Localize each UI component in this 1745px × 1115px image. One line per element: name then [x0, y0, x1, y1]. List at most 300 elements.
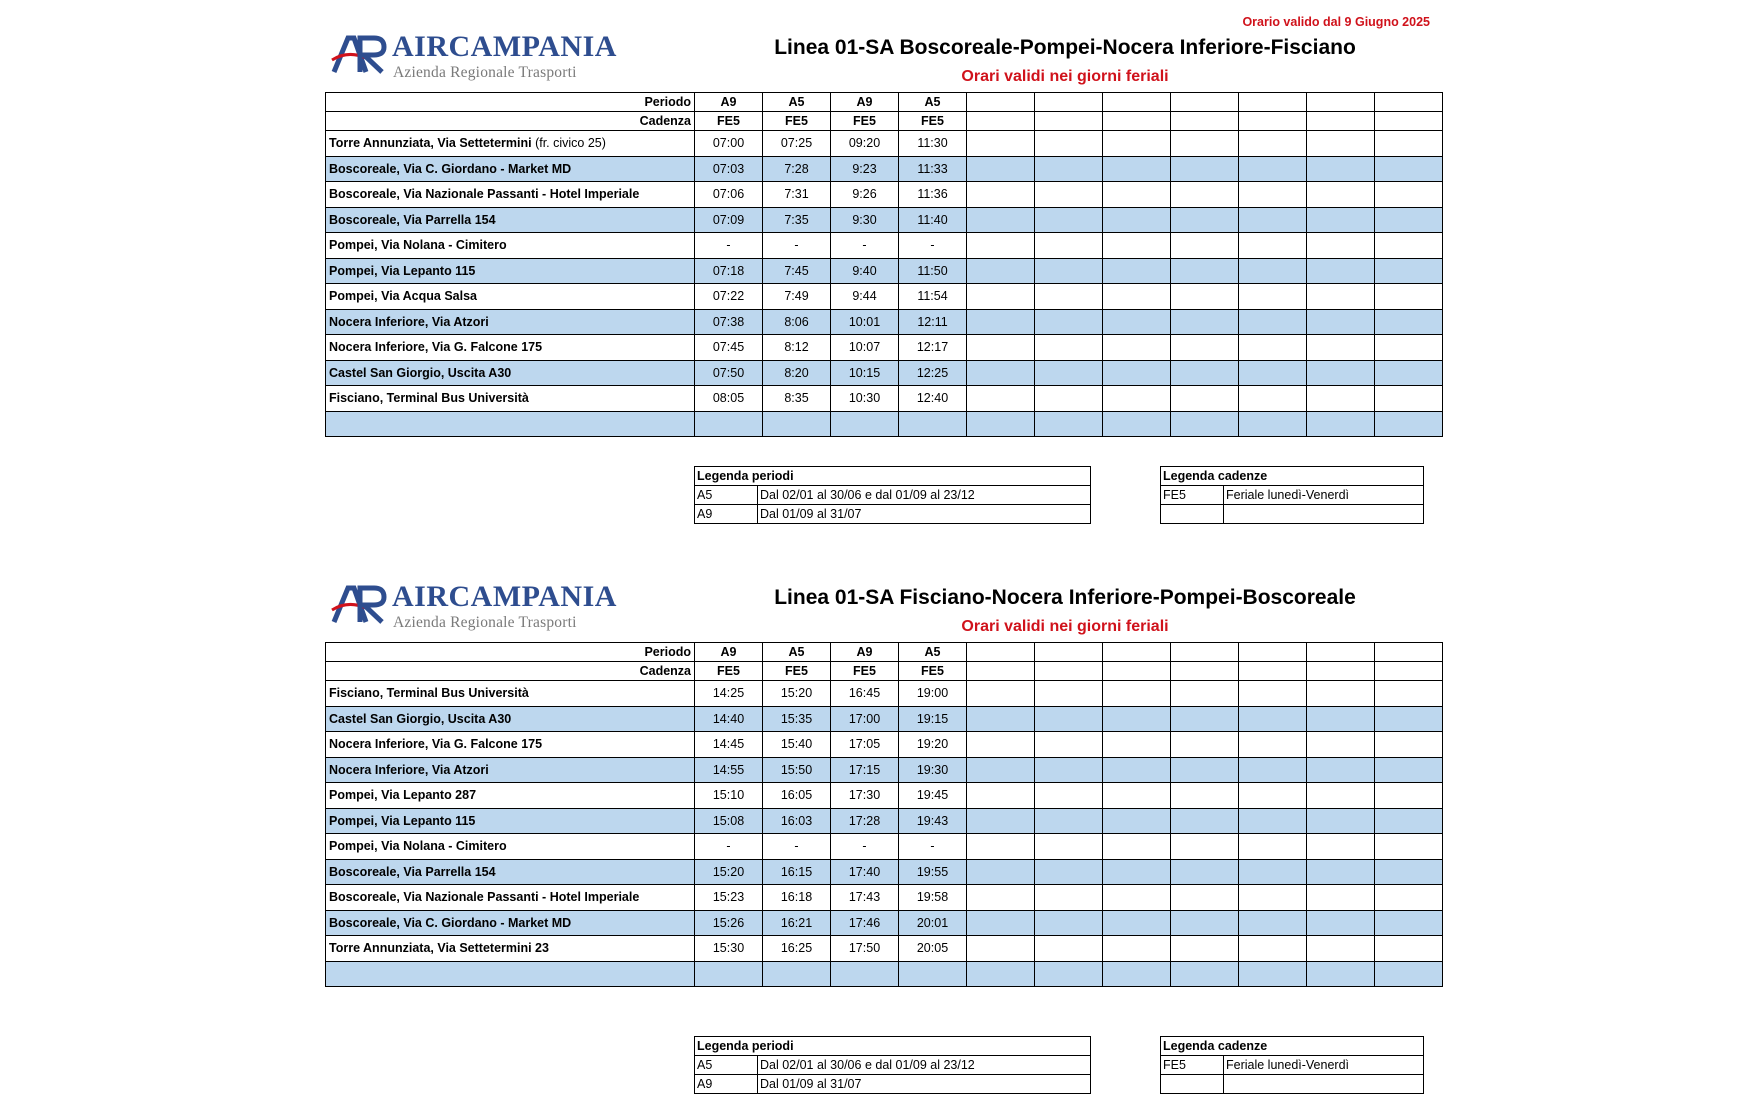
- periodo-cell: [1307, 643, 1375, 662]
- time-cell: 12:11: [899, 309, 967, 335]
- aircampania-logo: [330, 580, 617, 632]
- time-cell: -: [899, 834, 967, 860]
- time-cell: 17:30: [831, 783, 899, 809]
- timetable-grid: [325, 92, 1443, 437]
- time-cell: 9:30: [831, 207, 899, 233]
- time-cell: [1103, 386, 1171, 412]
- time-cell: [1103, 808, 1171, 834]
- time-cell: 07:22: [695, 284, 763, 310]
- time-cell: [967, 885, 1035, 911]
- logo-subtitle: Azienda Regionale Trasporti: [393, 64, 577, 81]
- legend-row: [1161, 486, 1424, 505]
- time-cell: 15:10: [695, 783, 763, 809]
- cadenza-cell: [1171, 662, 1239, 681]
- time-cell: 7:28: [763, 156, 831, 182]
- time-cell: 08:05: [695, 386, 763, 412]
- legend-row: [695, 1056, 1091, 1075]
- time-cell: [1375, 834, 1443, 860]
- table-row: [326, 131, 1443, 157]
- time-cell: [1375, 859, 1443, 885]
- stop-name: [326, 681, 695, 707]
- time-cell: [967, 910, 1035, 936]
- time-cell: [1035, 961, 1103, 987]
- timetable-grid: [325, 642, 1443, 987]
- time-cell: 15:35: [763, 706, 831, 732]
- cadenza-row-label: Cadenza: [326, 112, 695, 131]
- time-cell: 8:20: [763, 360, 831, 386]
- table-row: [326, 360, 1443, 386]
- cadenza-cell: [1103, 112, 1171, 131]
- time-cell: 20:01: [899, 910, 967, 936]
- legend-periodi: [694, 466, 1091, 524]
- stop-name: [326, 885, 695, 911]
- time-cell: 14:45: [695, 732, 763, 758]
- time-cell: [1375, 885, 1443, 911]
- aircampania-logo: [330, 30, 617, 82]
- time-cell: 17:43: [831, 885, 899, 911]
- time-cell: [1375, 783, 1443, 809]
- time-cell: [1239, 910, 1307, 936]
- legend-title: Legenda cadenze: [1161, 467, 1424, 486]
- periodo-cell: [1375, 93, 1443, 112]
- stop-name-text: Boscoreale, Via Parrella 154: [329, 864, 496, 879]
- periodo-cell: A9: [831, 643, 899, 662]
- stop-name: [326, 859, 695, 885]
- legend-code: FE5: [1161, 1056, 1224, 1075]
- table-row: [326, 258, 1443, 284]
- stop-name-text: Pompei, Via Lepanto 115: [329, 813, 476, 828]
- stop-name: [326, 156, 695, 182]
- time-cell: [1035, 910, 1103, 936]
- legend-description: Feriale lunedì-Venerdì: [1224, 486, 1424, 505]
- time-cell: 11:40: [899, 207, 967, 233]
- periodo-row-label: Periodo: [326, 643, 695, 662]
- periodo-cell: [1035, 643, 1103, 662]
- time-cell: [1375, 961, 1443, 987]
- stop-name: [326, 411, 695, 437]
- cadenza-cell: FE5: [831, 112, 899, 131]
- logo-wordmark: AIRCAMPANIA: [392, 30, 617, 63]
- legend-description: Feriale lunedì-Venerdì: [1224, 1056, 1424, 1075]
- time-cell: [1171, 910, 1239, 936]
- time-cell: [1239, 207, 1307, 233]
- time-cell: 7:49: [763, 284, 831, 310]
- periodo-cell: A9: [831, 93, 899, 112]
- periodo-row: [326, 643, 1443, 662]
- table-row: [326, 834, 1443, 860]
- stop-name-note: (fr. civico 25): [531, 136, 606, 151]
- time-cell: [967, 411, 1035, 437]
- legend-description: Dal 01/09 al 31/07: [758, 1075, 1091, 1094]
- time-cell: 7:35: [763, 207, 831, 233]
- time-cell: 9:26: [831, 182, 899, 208]
- table-row: [326, 411, 1443, 437]
- time-cell: 12:25: [899, 360, 967, 386]
- time-cell: [1375, 335, 1443, 361]
- time-cell: [967, 284, 1035, 310]
- time-cell: [967, 360, 1035, 386]
- time-cell: [1035, 258, 1103, 284]
- time-cell: 16:03: [763, 808, 831, 834]
- time-cell: [899, 411, 967, 437]
- time-cell: 07:45: [695, 335, 763, 361]
- time-cell: [1171, 386, 1239, 412]
- ar-logo-icon: [330, 582, 390, 628]
- time-cell: 19:30: [899, 757, 967, 783]
- periodo-cell: A9: [695, 643, 763, 662]
- cadenza-cell: [1035, 662, 1103, 681]
- time-cell: [1035, 335, 1103, 361]
- table-row: [326, 961, 1443, 987]
- time-cell: 07:03: [695, 156, 763, 182]
- time-cell: [967, 834, 1035, 860]
- time-cell: [1171, 834, 1239, 860]
- cadenza-row: [326, 112, 1443, 131]
- time-cell: [967, 335, 1035, 361]
- time-cell: [1171, 808, 1239, 834]
- table-row: [326, 386, 1443, 412]
- time-cell: [1035, 411, 1103, 437]
- stop-name-text: Fisciano, Terminal Bus Università: [329, 391, 529, 406]
- table-row: [326, 284, 1443, 310]
- stop-name: [326, 936, 695, 962]
- time-cell: 07:09: [695, 207, 763, 233]
- legend-row: [1161, 1056, 1424, 1075]
- line-title: Linea 01-SA Boscoreale-Pompei-Nocera Inferiore-Fisciano: [774, 36, 1356, 59]
- time-cell: 16:21: [763, 910, 831, 936]
- time-cell: 17:05: [831, 732, 899, 758]
- stop-name-text: Boscoreale, Via Nazionale Passanti - Hotel Imperiale: [329, 890, 640, 905]
- table-row: [326, 783, 1443, 809]
- time-cell: [1171, 885, 1239, 911]
- time-cell: [1171, 961, 1239, 987]
- time-cell: [1307, 309, 1375, 335]
- stop-name-text: Boscoreale, Via Nazionale Passanti - Hotel Imperiale: [329, 187, 640, 202]
- time-cell: 15:50: [763, 757, 831, 783]
- time-cell: [967, 757, 1035, 783]
- time-cell: [1171, 859, 1239, 885]
- time-cell: [1171, 335, 1239, 361]
- legend-title-row: [1161, 467, 1424, 486]
- time-cell: 16:18: [763, 885, 831, 911]
- time-cell: 19:00: [899, 681, 967, 707]
- periodo-cell: [1171, 93, 1239, 112]
- stop-name: [326, 258, 695, 284]
- time-cell: [1035, 309, 1103, 335]
- time-cell: [1239, 783, 1307, 809]
- stop-name-text: Torre Annunziata, Via Settetermini: [329, 136, 532, 151]
- time-cell: [1103, 335, 1171, 361]
- time-cell: 12:17: [899, 335, 967, 361]
- stop-name: [326, 783, 695, 809]
- time-cell: [1307, 859, 1375, 885]
- time-cell: [1375, 360, 1443, 386]
- cadenza-cell: FE5: [899, 662, 967, 681]
- ar-logo-icon: [330, 32, 390, 78]
- periodo-cell: [1307, 93, 1375, 112]
- time-cell: 11:33: [899, 156, 967, 182]
- time-cell: [967, 706, 1035, 732]
- time-cell: [1307, 757, 1375, 783]
- stop-name-text: Torre Annunziata, Via Settetermini 23: [329, 941, 549, 956]
- logo-subtitle: Azienda Regionale Trasporti: [393, 614, 577, 631]
- time-cell: [1239, 309, 1307, 335]
- time-cell: [1035, 386, 1103, 412]
- time-cell: [1375, 284, 1443, 310]
- time-cell: 7:45: [763, 258, 831, 284]
- time-cell: 16:05: [763, 783, 831, 809]
- time-cell: [1171, 156, 1239, 182]
- time-cell: 19:55: [899, 859, 967, 885]
- legend-code: A5: [695, 1056, 758, 1075]
- periodo-cell: [1375, 643, 1443, 662]
- time-cell: [1035, 757, 1103, 783]
- legend-code: [1161, 505, 1224, 524]
- time-cell: [1171, 284, 1239, 310]
- cadenza-cell: [1375, 662, 1443, 681]
- time-cell: [1239, 808, 1307, 834]
- time-cell: [1103, 309, 1171, 335]
- cadenza-cell: [1171, 112, 1239, 131]
- stop-name-text: Pompei, Via Lepanto 115: [329, 263, 476, 278]
- stop-name: [326, 757, 695, 783]
- time-cell: 16:15: [763, 859, 831, 885]
- legend-title: Legenda periodi: [695, 467, 1091, 486]
- legend-code: A5: [695, 486, 758, 505]
- stop-name: [326, 284, 695, 310]
- stop-name-text: Nocera Inferiore, Via Atzori: [329, 762, 489, 777]
- time-cell: [967, 309, 1035, 335]
- legend-title-row: [1161, 1037, 1424, 1056]
- time-cell: [1239, 182, 1307, 208]
- stop-name: [326, 309, 695, 335]
- time-cell: -: [899, 233, 967, 259]
- time-cell: [1035, 182, 1103, 208]
- time-cell: 07:25: [763, 131, 831, 157]
- time-cell: [1307, 681, 1375, 707]
- legend-description: [1224, 505, 1424, 524]
- time-cell: 11:50: [899, 258, 967, 284]
- time-cell: [1171, 936, 1239, 962]
- time-cell: 19:15: [899, 706, 967, 732]
- stop-name: [326, 386, 695, 412]
- time-cell: [1103, 732, 1171, 758]
- table-row: [326, 182, 1443, 208]
- time-cell: 17:40: [831, 859, 899, 885]
- table-row: [326, 808, 1443, 834]
- legend-periodi: [694, 1036, 1091, 1094]
- time-cell: [1239, 732, 1307, 758]
- legend-title: Legenda periodi: [695, 1037, 1091, 1056]
- time-cell: 9:40: [831, 258, 899, 284]
- time-cell: 10:07: [831, 335, 899, 361]
- time-cell: 07:38: [695, 309, 763, 335]
- time-cell: [1171, 309, 1239, 335]
- time-cell: [1375, 182, 1443, 208]
- time-cell: [1239, 258, 1307, 284]
- time-cell: 15:20: [763, 681, 831, 707]
- time-cell: [1035, 859, 1103, 885]
- cadenza-cell: [1035, 112, 1103, 131]
- time-cell: [1035, 360, 1103, 386]
- time-cell: [1375, 258, 1443, 284]
- time-cell: 07:50: [695, 360, 763, 386]
- table-row: [326, 156, 1443, 182]
- time-cell: [695, 411, 763, 437]
- time-cell: 10:15: [831, 360, 899, 386]
- time-cell: [1375, 131, 1443, 157]
- time-cell: [967, 258, 1035, 284]
- stop-name: [326, 834, 695, 860]
- time-cell: 19:20: [899, 732, 967, 758]
- time-cell: [1103, 233, 1171, 259]
- time-cell: [1307, 207, 1375, 233]
- time-cell: [1035, 936, 1103, 962]
- time-cell: [1103, 961, 1171, 987]
- time-cell: [1239, 411, 1307, 437]
- time-cell: [1307, 808, 1375, 834]
- time-cell: 20:05: [899, 936, 967, 962]
- periodo-cell: A9: [695, 93, 763, 112]
- time-cell: [1307, 131, 1375, 157]
- time-cell: 07:00: [695, 131, 763, 157]
- time-cell: [1375, 207, 1443, 233]
- stop-name-text: Nocera Inferiore, Via Atzori: [329, 314, 489, 329]
- time-cell: [1307, 936, 1375, 962]
- schedule-subtitle: Orari validi nei giorni feriali: [961, 68, 1169, 85]
- legend-description: Dal 01/09 al 31/07: [758, 505, 1091, 524]
- time-cell: [1239, 386, 1307, 412]
- time-cell: [1035, 834, 1103, 860]
- time-cell: [695, 961, 763, 987]
- stop-name: [326, 808, 695, 834]
- time-cell: [1103, 258, 1171, 284]
- stop-name: [326, 233, 695, 259]
- time-cell: [1307, 961, 1375, 987]
- time-cell: 17:28: [831, 808, 899, 834]
- time-cell: [1171, 757, 1239, 783]
- legend-row: [695, 486, 1091, 505]
- time-cell: 10:01: [831, 309, 899, 335]
- time-cell: 15:20: [695, 859, 763, 885]
- time-cell: [1307, 885, 1375, 911]
- cadenza-cell: FE5: [899, 112, 967, 131]
- time-cell: [967, 386, 1035, 412]
- time-cell: [1307, 335, 1375, 361]
- table-row: [326, 706, 1443, 732]
- time-cell: [1307, 834, 1375, 860]
- time-cell: [1375, 233, 1443, 259]
- cadenza-cell: FE5: [763, 662, 831, 681]
- time-cell: [967, 859, 1035, 885]
- legend-title-row: [695, 1037, 1091, 1056]
- schedule-subtitle: Orari validi nei giorni feriali: [961, 618, 1169, 635]
- table-row: [326, 732, 1443, 758]
- time-cell: [763, 411, 831, 437]
- time-cell: [967, 131, 1035, 157]
- cadenza-cell: FE5: [763, 112, 831, 131]
- periodo-cell: [1103, 643, 1171, 662]
- stop-name: [326, 706, 695, 732]
- time-cell: -: [831, 834, 899, 860]
- time-cell: [1171, 182, 1239, 208]
- time-cell: [1239, 706, 1307, 732]
- time-cell: 14:40: [695, 706, 763, 732]
- time-cell: [1103, 783, 1171, 809]
- time-cell: 17:46: [831, 910, 899, 936]
- stop-name-text: Pompei, Via Nolana - Cimitero: [329, 238, 507, 253]
- time-cell: 7:31: [763, 182, 831, 208]
- time-cell: 16:45: [831, 681, 899, 707]
- legend-code: FE5: [1161, 486, 1224, 505]
- time-cell: 19:45: [899, 783, 967, 809]
- time-cell: [1239, 961, 1307, 987]
- time-cell: [967, 156, 1035, 182]
- stop-name: [326, 335, 695, 361]
- stop-name-text: Pompei, Via Lepanto 287: [329, 788, 477, 803]
- legend-code: A9: [695, 505, 758, 524]
- time-cell: [1375, 910, 1443, 936]
- table-row: [326, 233, 1443, 259]
- stop-name: [326, 182, 695, 208]
- time-cell: [1103, 859, 1171, 885]
- time-cell: [1307, 233, 1375, 259]
- time-cell: [1103, 885, 1171, 911]
- time-cell: [1103, 284, 1171, 310]
- time-cell: 9:44: [831, 284, 899, 310]
- time-cell: [1171, 783, 1239, 809]
- periodo-cell: [1239, 643, 1307, 662]
- time-cell: 16:25: [763, 936, 831, 962]
- time-cell: [1035, 681, 1103, 707]
- table-row: [326, 757, 1443, 783]
- stop-name-text: Boscoreale, Via C. Giordano - Market MD: [329, 915, 572, 930]
- stop-name: [326, 961, 695, 987]
- logo-wordmark: AIRCAMPANIA: [392, 580, 617, 613]
- validity-notice: Orario valido dal 9 Giugno 2025: [1242, 15, 1430, 29]
- time-cell: [1035, 156, 1103, 182]
- periodo-cell: [967, 643, 1035, 662]
- time-cell: [967, 207, 1035, 233]
- time-cell: -: [763, 834, 831, 860]
- time-cell: [1375, 732, 1443, 758]
- time-cell: [1239, 131, 1307, 157]
- time-cell: [1375, 706, 1443, 732]
- time-cell: -: [695, 233, 763, 259]
- time-cell: 07:18: [695, 258, 763, 284]
- time-cell: 15:08: [695, 808, 763, 834]
- time-cell: [1103, 706, 1171, 732]
- time-cell: [1103, 131, 1171, 157]
- time-cell: 15:40: [763, 732, 831, 758]
- time-cell: [1239, 936, 1307, 962]
- time-cell: [1375, 309, 1443, 335]
- time-cell: [1307, 910, 1375, 936]
- time-cell: 10:30: [831, 386, 899, 412]
- periodo-cell: [1171, 643, 1239, 662]
- time-cell: [1307, 411, 1375, 437]
- legend-description: Dal 02/01 al 30/06 e dal 01/09 al 23/12: [758, 486, 1091, 505]
- time-cell: 07:06: [695, 182, 763, 208]
- periodo-cell: [1103, 93, 1171, 112]
- time-cell: [1239, 885, 1307, 911]
- time-cell: [1239, 284, 1307, 310]
- cadenza-cell: [1375, 112, 1443, 131]
- stop-name: [326, 207, 695, 233]
- time-cell: [1307, 284, 1375, 310]
- stop-name-text: Nocera Inferiore, Via G. Falcone 175: [329, 340, 543, 355]
- periodo-cell: A5: [763, 643, 831, 662]
